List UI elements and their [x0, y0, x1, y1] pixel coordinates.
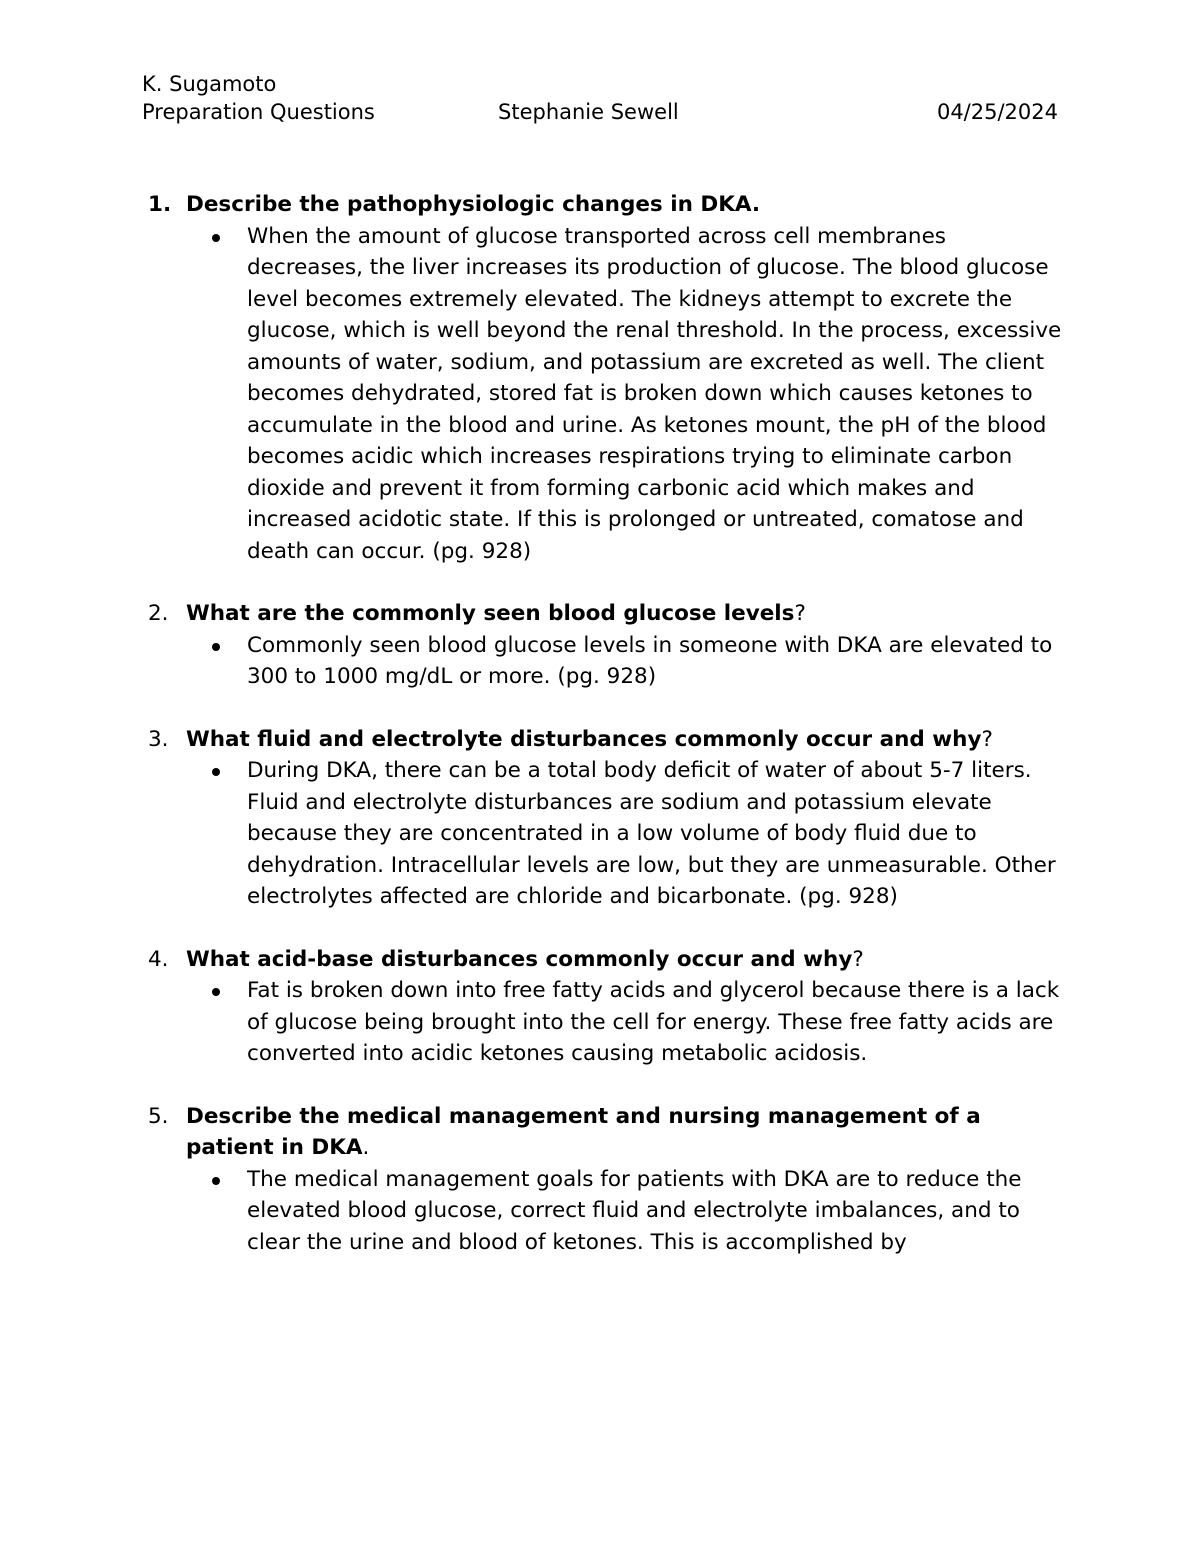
question-trailing: ? — [794, 601, 806, 626]
answer-text: Commonly seen blood glucose levels in someone with DKA are elevated to 300 to 1000 mg/dL or more. (pg. 928) — [247, 632, 1053, 689]
header-student-name — [142, 71, 276, 97]
question-list — [148, 189, 1066, 1289]
answer-list — [186, 630, 1066, 693]
question-text: What acid-base disturbances commonly occur and why — [186, 946, 853, 972]
question-text: Describe the pathophysiologic changes in DKA. — [186, 192, 761, 217]
question-number: 2. — [148, 601, 169, 626]
question-text: What fluid and electrolyte disturbances commonly occur and why — [186, 726, 982, 752]
question-number: 3. — [148, 726, 169, 752]
question-item — [148, 1101, 1066, 1259]
answer-text: When the amount of glucose transported across cell membranes decreases, the liver increases its production of glucose. The blood glucose level becomes extremely elevated. The kidneys attempt to excrete the glucose, which is well beyond the renal threshold. In the process, excessive amounts of water, sodium, and potassium are excreted as well. The client becomes dehydrated, stored fat is broken down which causes ketones to accumulate in the blood and urine. As ketones mount, the pH of the blood becomes acidic which increases respirations trying to eliminate carbon dioxide and prevent it from forming carbonic acid which makes and increased acidotic state. If this is prolonged or untreated, comatose and death can occur. (pg. 928) — [247, 223, 1062, 564]
answer-list — [186, 1164, 1066, 1259]
answer-item — [186, 630, 1066, 693]
question-item — [148, 944, 1066, 1070]
answer-item — [186, 975, 1066, 1070]
bullet-icon — [212, 643, 220, 651]
answer-item — [186, 755, 1066, 913]
document-subject: Preparation Questions — [142, 100, 375, 124]
student-name: K. Sugamoto — [142, 72, 277, 96]
question-trailing: ? — [852, 946, 864, 972]
question-item — [148, 598, 1066, 693]
question-text: Describe the medical management and nursing management of a patient in DKA — [186, 1103, 981, 1160]
bullet-icon — [212, 234, 220, 242]
answer-item — [186, 1164, 1066, 1259]
answer-text: During DKA, there can be a total body deficit of water of about 5-7 liters. Fluid and electrolyte disturbances are sodium and potassium elevate because they are concentrated in a low volume of body fluid due to dehydration. Intracellular levels are low, but they are unmeasurable. Other electrolytes affected are chloride and bicarbonate. (pg. 928) — [247, 758, 1056, 909]
question-number: 1. — [148, 192, 172, 217]
question-number: 4. — [148, 946, 169, 972]
answer-text: The medical management goals for patients with DKA are to reduce the elevated blood glucose, correct fluid and electrolyte imbalances, and to clear the urine and blood of ketones. This is accomplished by — [247, 1166, 1022, 1255]
bullet-icon — [212, 988, 220, 996]
answer-list — [186, 221, 1066, 568]
question-item — [148, 724, 1066, 913]
question-trailing: ? — [981, 726, 993, 752]
answer-list — [186, 975, 1066, 1070]
question-number: 5. — [148, 1103, 169, 1129]
answer-text: Fat is broken down into free fatty acids and glycerol because there is a lack of glucose being brought into the cell for energy. These free fatty acids are converted into acidic ketones causing metabolic acidosis. — [247, 978, 1060, 1066]
question-item — [148, 189, 1066, 567]
document-date: 04/25/2024 — [936, 100, 1058, 124]
bullet-icon — [212, 1177, 220, 1185]
bullet-icon — [212, 768, 220, 776]
answer-item — [186, 221, 1066, 568]
question-trailing: . — [362, 1135, 370, 1160]
question-text: What are the commonly seen blood glucose levels — [186, 601, 795, 626]
instructor-name: Stephanie Sewell — [498, 100, 679, 124]
answer-list — [186, 755, 1066, 913]
